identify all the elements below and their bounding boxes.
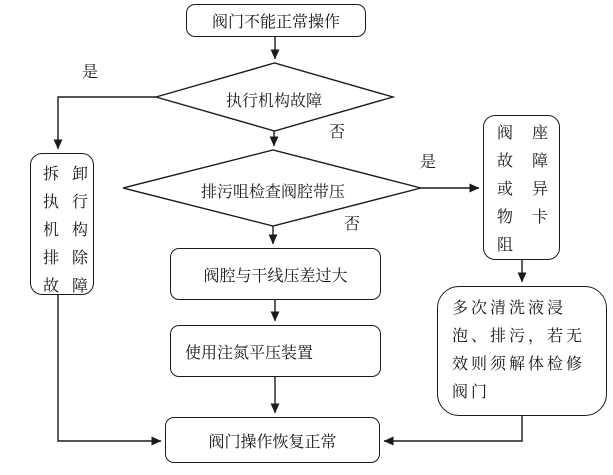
connector-soak-to-end — [384, 416, 522, 441]
connector-decision1-yes-to-dismantle — [58, 97, 156, 149]
node-dismantle-actuator — [30, 153, 102, 295]
edge-label-no-actuator: 否 — [329, 122, 346, 141]
connector-dismantle-to-end — [58, 295, 161, 441]
node-pressure-diff — [170, 248, 381, 300]
vertical-text-line: 故障 — [497, 151, 568, 170]
decision-drain-shape — [123, 150, 421, 226]
node-pressure-diff-label: 阀腔与干线压差过大 — [203, 265, 348, 285]
edge-label-yes-actuator: 是 — [82, 62, 99, 81]
edge-label-no-drain: 否 — [344, 214, 361, 233]
decision-actuator-shape — [156, 63, 393, 131]
node-clean-soak-overhaul — [437, 286, 607, 416]
vertical-text-line: 阀座 — [497, 123, 568, 142]
vertical-text-line: 排除 — [43, 248, 102, 267]
vertical-text-line: 机构 — [43, 220, 102, 239]
soak-text-line: 多次清洗液浸 — [452, 298, 567, 317]
vertical-text-line: 拆卸 — [43, 164, 102, 183]
node-end-label: 阀门操作恢复正常 — [208, 431, 337, 451]
vertical-text-line: 阻 — [497, 235, 533, 254]
node-decision-drain-label: 排污咀检查阀腔带压 — [200, 182, 345, 201]
vertical-text-line: 故障 — [43, 276, 102, 295]
vertical-text-line: 或异 — [497, 179, 568, 198]
node-nitrogen-device-label: 使用注氮平压装置 — [185, 342, 314, 362]
vertical-text-line: 执行 — [43, 192, 102, 211]
soak-text-line: 效则须解体检修 — [452, 354, 586, 373]
node-decision-actuator-label: 执行机构故障 — [225, 91, 322, 110]
vertical-text-line: 物卡 — [497, 207, 568, 226]
node-start — [186, 4, 366, 37]
node-seat-fault — [483, 115, 568, 260]
node-nitrogen-device — [170, 325, 381, 377]
soak-text-line: 泡、排污，若无 — [452, 326, 586, 345]
soak-text-line: 阀门 — [452, 382, 491, 401]
node-end — [165, 417, 380, 463]
edge-label-yes-drain: 是 — [420, 152, 437, 171]
node-start-label: 阀门不能正常操作 — [211, 12, 340, 31]
